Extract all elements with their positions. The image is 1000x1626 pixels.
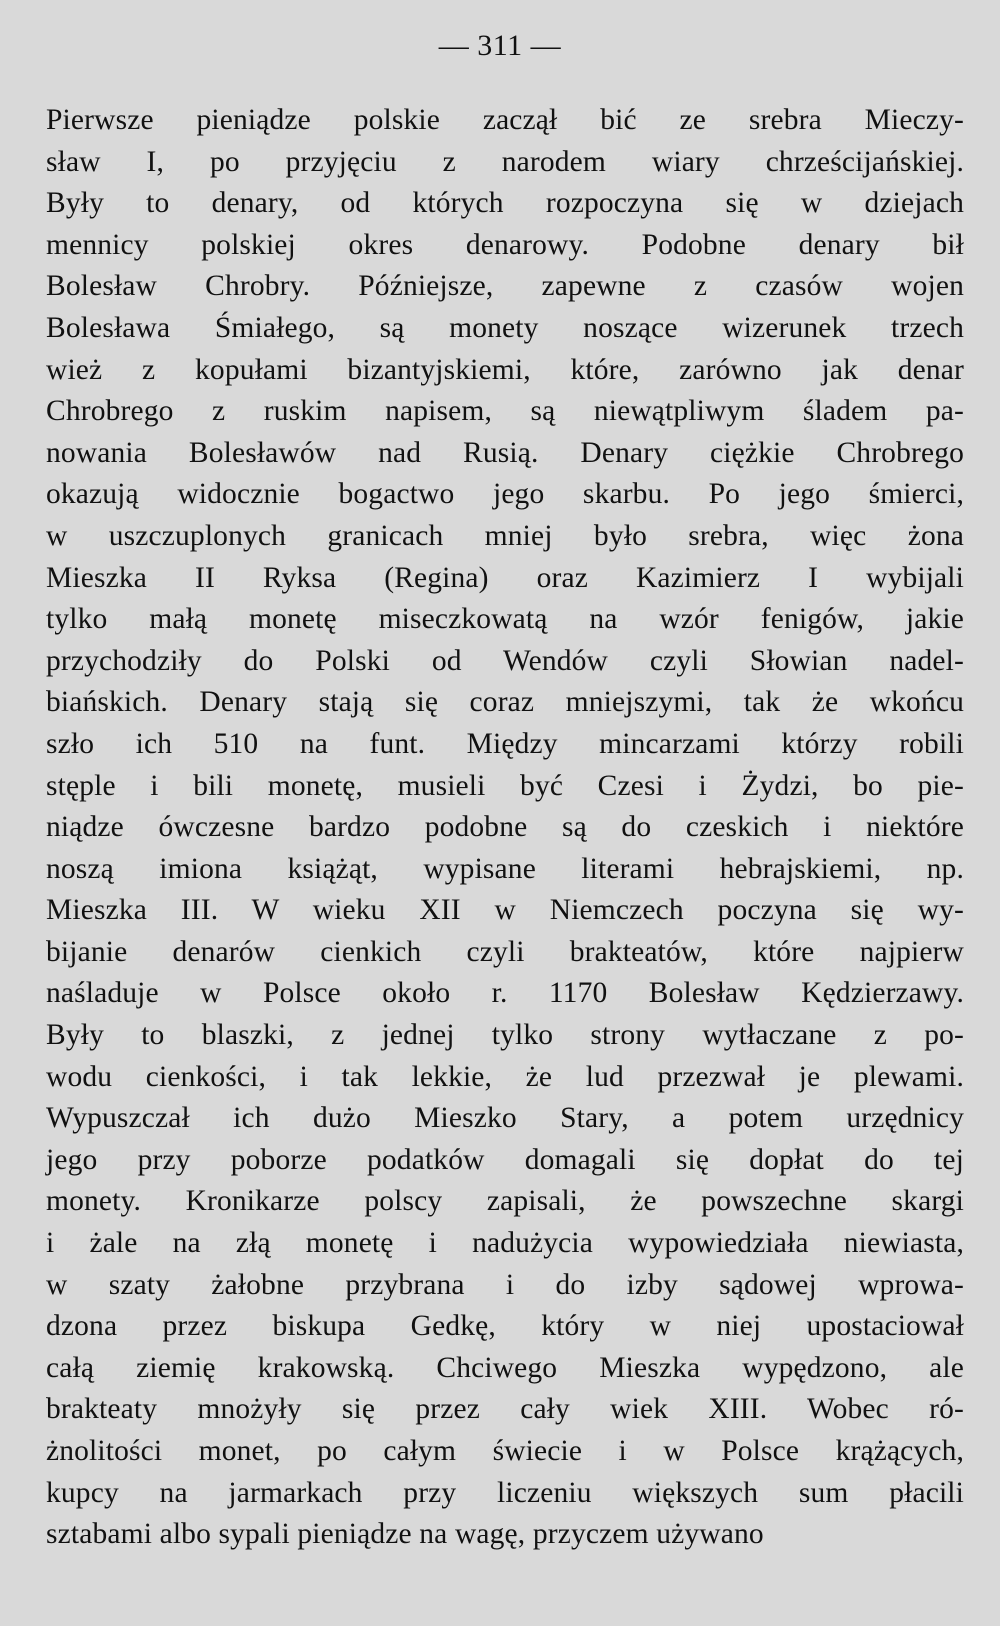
text-line: wodu cienkości, i tak lekkie, że lud przezwał je plewami. xyxy=(46,1060,964,1093)
text-line: Mieszka II Ryksa (Regina) oraz Kazimierz I wybijali xyxy=(46,561,964,594)
text-line: sław I, po przyjęciu z narodem wiary chrześcijańskiej. xyxy=(46,145,964,178)
text-line: niądze ówczesne bardzo podobne są do czeskich i niektóre xyxy=(46,811,964,844)
text-line: Pierwsze pieniądze polskie zaczął bić ze srebra Mieczy- xyxy=(46,104,964,136)
text-line: Bolesław Chrobry. Późniejsze, zapewne z czasów wojen xyxy=(46,270,964,303)
page-number: — 311 — xyxy=(438,29,562,62)
text-line: nowania Bolesławów nad Rusią. Denary ciężkie Chrobrego xyxy=(46,436,964,469)
text-line: Były to denary, od których rozpoczyna się w dziejach xyxy=(46,187,964,220)
text-line: w szaty żałobne przybrana i do izby sądowej wprowa- xyxy=(46,1268,964,1301)
text-line: stęple i bili monetę, musieli być Czesi i Żydzi, bo pie- xyxy=(46,769,964,802)
text-line: wież z kopułami bizantyjskiemi, które, zarówno jak denar xyxy=(46,353,964,386)
text-line: bijanie denarów cienkich czyli brakteatów, które najpierw xyxy=(46,935,964,968)
text-line: naśladuje w Polsce około r. 1170 Bolesław Kędzierzawy. xyxy=(46,977,964,1010)
text-line: w uszczuplonych granicach mniej było srebra, więc żona xyxy=(46,519,964,552)
text-line: biańskich. Denary stają się coraz mniejszymi, tak że wkońcu xyxy=(46,686,964,719)
text-line: brakteaty mnożyły się przez cały wiek XIII. Wobec ró- xyxy=(46,1393,964,1426)
text-line: przychodziły do Polski od Wendów czyli Słowian nadel- xyxy=(46,644,964,677)
text-line: żnolitości monet, po całym świecie i w Polsce krążących, xyxy=(46,1435,964,1467)
text-line: Wypuszczał ich dużo Mieszko Stary, a potem urzędnicy xyxy=(46,1102,964,1135)
text-line: Mieszka III. W wieku XII w Niemczech poczyna się wy- xyxy=(46,894,964,927)
text-line: sztabami albo sypali pieniądze na wagę, przyczem używano xyxy=(46,1518,764,1551)
text-line: kupcy na jarmarkach przy liczeniu większych sum płacili xyxy=(46,1476,964,1509)
text-line: całą ziemię krakowską. Chciwego Mieszka wypędzono, ale xyxy=(46,1351,964,1384)
text-line: Bolesława Śmiałego, są monety noszące wizerunek trzech xyxy=(46,311,964,344)
text-line: szło ich 510 na funt. Między mincarzami którzy robili xyxy=(46,727,964,760)
text-line: mennicy polskiej okres denarowy. Podobne denary bił xyxy=(46,228,964,261)
text-line: tylko małą monetę miseczkowatą na wzór fenigów, jakie xyxy=(46,603,964,636)
text-line: monety. Kronikarze polscy zapisali, że powszechne skargi xyxy=(46,1185,964,1218)
text-line: noszą imiona książąt, wypisane literami hebrajskiemi, np. xyxy=(46,852,964,885)
text-line: Były to blaszki, z jednej tylko strony wytłaczane z po- xyxy=(46,1019,964,1052)
text-line: Chrobrego z ruskim napisem, są niewątpliwym śladem pa- xyxy=(46,395,964,428)
text-line: i żale na złą monetę i nadużycia wypowiedziała niewiasta, xyxy=(46,1227,964,1260)
text-line: dzona przez biskupa Gedkę, który w niej upostaciował xyxy=(46,1310,964,1343)
text-line: okazują widocznie bogactwo jego skarbu. Po jego śmierci, xyxy=(46,478,964,511)
text-line: jego przy poborze podatków domagali się dopłat do tej xyxy=(46,1143,964,1176)
body-text xyxy=(46,100,964,1556)
